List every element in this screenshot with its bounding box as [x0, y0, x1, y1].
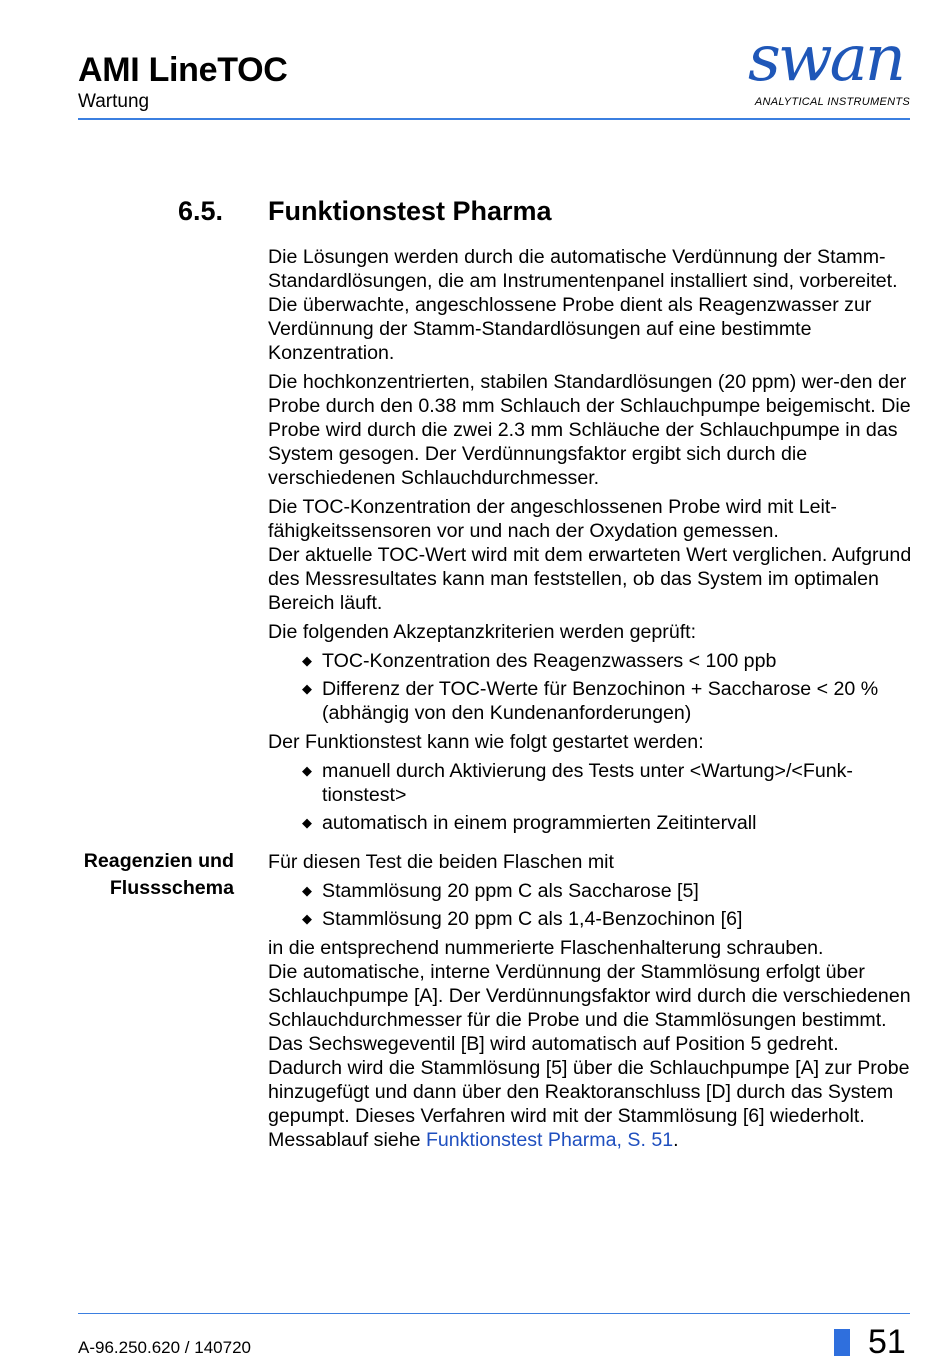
bullet-icon: ◆: [302, 653, 312, 668]
list-item: ◆ Stammlösung 20 ppm C als Saccharose [5]: [302, 880, 699, 902]
paragraph-reference: Messablauf siehe Funktionstest Pharma, S. 51.: [268, 1129, 679, 1151]
document-number: A-96.250.620 / 140720: [78, 1338, 251, 1357]
bullet-icon: ◆: [302, 815, 312, 830]
header-divider: [78, 118, 910, 120]
document-title: AMI LineTOC: [78, 51, 288, 89]
logo-tagline: ANALYTICAL INSTRUMENTS: [754, 96, 910, 108]
list-item: ◆ manuell durch Aktivierung des Tests unter <Wartung>/<Funk-tionstest>: [302, 760, 853, 806]
bullet-icon: ◆: [302, 681, 312, 696]
paragraph-bottle-mount: in die entsprechend nummerierte Flaschenhalterung schrauben.: [268, 937, 824, 959]
paragraph-bottles-intro: Für diesen Test die beiden Flaschen mit: [268, 851, 614, 873]
paragraph-intro: Die Lösungen werden durch die automatische Verdünnung der Stamm-Standardlösungen, die am Instrumentenpanel installiert sind, vorbereitet. Die überwachte, angeschlossene Probe dient als Reagenzwasser zur Verdünnung der Stamm-Standardlösungen auf eine bestimmte Konzentration.: [268, 246, 898, 364]
side-heading-reagents: Reagenzien und Flussschema: [83, 850, 234, 899]
list-item: ◆ automatisch in einem programmierten Zeitintervall: [302, 812, 757, 834]
paragraph-comparison: Der aktuelle TOC-Wert wird mit dem erwarteten Wert verglichen. Aufgrund des Messresultates kann man feststellen, ob das System im optimalen Bereich läuft.: [268, 544, 912, 614]
bottles-list: [268, 879, 918, 931]
paragraph-conductivity: Die TOC-Konzentration der angeschlossenen Probe wird mit Leit-fähigkeitssensoren vor und nach der Oxydation gemessen.: [268, 496, 837, 542]
list-item: ◆ Stammlösung 20 ppm C als 1,4-Benzochinon [6]: [302, 908, 743, 930]
section-body: [268, 245, 918, 1152]
footer-divider: [78, 1313, 910, 1314]
criteria-list: [268, 649, 918, 725]
paragraph-start-intro: Der Funktionstest kann wie folgt gestartet werden:: [268, 731, 704, 753]
chapter-name: Wartung: [78, 91, 150, 112]
logo-wordmark: swan: [748, 22, 903, 96]
paragraph-dilution: Die automatische, interne Verdünnung der Stammlösung erfolgt über Schlauchpumpe [A]. Der Verdünnungsfaktor wird durch die verschiedenen Schlauchdurchmesser für die Probe und die Stammlösungen bestimmt.: [268, 961, 911, 1031]
list-item: ◆ TOC-Konzentration des Reagenzwassers < 100 ppb: [302, 650, 777, 672]
cross-reference-link[interactable]: Funktionstest Pharma, S. 51: [425, 1129, 674, 1151]
start-options-list: [268, 759, 918, 835]
bullet-icon: ◆: [302, 763, 312, 778]
paragraph-standards: Die hochkonzentrierten, stabilen Standardlösungen (20 ppm) wer-den der Probe durch den 0.38 mm Schlauch der Schlauchpumpe beigemischt. Die Probe wird durch die zwei 2.3 mm Schläuche der Schlauchpumpe in das System gesogen. Der Verdünnungsfaktor ergibt sich durch die verschiedenen Schlauchdurchmesser.: [268, 371, 911, 489]
bullet-icon: ◆: [302, 911, 312, 926]
swan-logo: [740, 22, 915, 115]
section-number: 6.5.: [178, 196, 224, 226]
section-title: Funktionstest Pharma: [268, 196, 552, 226]
paragraph-criteria-intro: Die folgenden Akzeptanzkriterien werden geprüft:: [268, 621, 697, 643]
bullet-icon: ◆: [302, 883, 312, 898]
list-item: ◆ Differenz der TOC-Werte für Benzochinon + Saccharose < 20 % (abhängig von den Kundenanforderungen): [302, 678, 879, 724]
page-number: 51: [868, 1323, 906, 1361]
page-marker: [834, 1329, 850, 1356]
paragraph-valve: Das Sechswegeventil [B] wird automatisch auf Position 5 gedreht. Dadurch wird die Stammlösung [5] über die Schlauchpumpe [A] zur Probe hinzugefügt und dann über den Reaktoranschluss [D] durch das System gepumpt. Dieses Verfahren wird mit der Stammlösung [6] wiederholt.: [268, 1033, 910, 1127]
